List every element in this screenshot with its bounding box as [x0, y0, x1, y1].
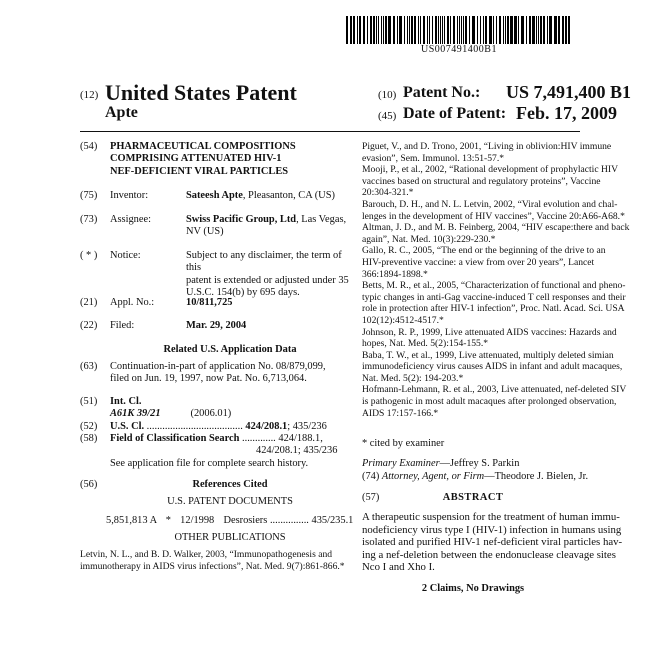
assignee-label: Assignee: [110, 214, 151, 225]
barcode-bar [549, 16, 552, 44]
barcode-bar [418, 16, 419, 44]
intcl-label: Int. Cl. [110, 396, 142, 407]
filed-section [80, 320, 350, 334]
abstract-line-1: A therapeutic suspension for the treatment of human immu- [362, 511, 620, 523]
assignee-place-2: NV (US) [186, 226, 224, 238]
us-doc-star: * [165, 515, 171, 526]
other-pub-line-1: Letvin, N. L., and B. D. Walker, 2003, “Immunopathogenesis and [80, 549, 333, 560]
barcode-bar [432, 16, 433, 44]
header-rule [80, 131, 580, 132]
filed-value: Mar. 29, 2004 [186, 320, 247, 331]
barcode-bar [440, 16, 441, 44]
examiner-label: Primary Examiner [362, 458, 440, 469]
filed-label: Filed: [110, 320, 135, 331]
barcode-bar [370, 16, 372, 44]
barcode-bar [485, 16, 487, 44]
patent-no-label: Patent No.: [403, 84, 481, 101]
barcode-bar [359, 16, 361, 44]
reference-line: 366:1894-1898.* [362, 268, 428, 280]
abstract-body [362, 511, 623, 574]
code-12: (12) [80, 89, 99, 101]
abstract-heading: ABSTRACT [442, 492, 504, 503]
reference-line: Mooji, P., et al., 2002, “Rational development of prophylactic HIV [362, 164, 619, 176]
notice-line-3: U.S.C. 154(b) by 695 days. [186, 287, 300, 299]
intcl-year: (2006.01) [190, 408, 232, 420]
barcode-bar [411, 16, 413, 44]
abstract-line-4: ing a nef-deletion between the endonuclease cleavage sites [362, 548, 616, 561]
barcode-bar [346, 16, 348, 44]
appl-section [80, 297, 350, 311]
title-section [80, 141, 350, 181]
barcode-bar [404, 16, 405, 44]
continuation-section [80, 361, 350, 387]
barcode-bar [357, 16, 358, 44]
barcode-bar [385, 16, 387, 44]
barcode-bar [538, 16, 539, 44]
title-line-3: NEF-DEFICIENT VIRAL PARTICLES [110, 165, 289, 177]
barcode-bar [409, 16, 410, 44]
inventor-place: , Pleasanton, CA (US) [242, 190, 335, 201]
claims-summary: 2 Claims, No Drawings [421, 583, 525, 594]
barcode-bar [423, 16, 425, 44]
us-doc-class: 435/235.1 [311, 515, 354, 526]
barcode-bar [518, 16, 519, 44]
barcode-bar [397, 16, 398, 44]
refs-heading: References Cited [192, 479, 268, 490]
intcl-section [80, 396, 350, 422]
field-search-line-2: 424/208.1; 435/236 [256, 445, 338, 457]
reference-line: Baba, T. W., et al., 1999, Live attenuated, multiply deleted simian [362, 349, 614, 361]
barcode-bar [558, 16, 560, 44]
barcode-bar [532, 16, 535, 44]
examiner-name: —Jeffrey S. Parkin [439, 458, 520, 469]
appl-value: 10/811,725 [186, 297, 233, 308]
barcode-bar [363, 16, 365, 44]
us-doc-date: 12/1998 [180, 515, 215, 526]
patent-no-value: US 7,491,400 B1 [506, 82, 632, 102]
barcode-bar [459, 16, 460, 44]
reference-line: lenges in the development of HIV vaccines”, Vaccine 20:A66-A68.* [362, 210, 625, 222]
notice-line-1: Subject to any disclaimer, the term of this [186, 250, 342, 274]
barcode-bar [540, 16, 542, 44]
abstract-line-2: nodeficiency virus type I (HIV-1) infection in humans using [362, 523, 622, 536]
reference-line: Barouch, D. H., and N. L. Letvin, 2002, “Viral evolution and chal- [362, 198, 618, 210]
assignee-section [80, 214, 350, 240]
intcl-class: A61K 39/21 [110, 408, 161, 420]
uscl-rest: ; 435/236 [287, 421, 327, 432]
barcode-bar [529, 16, 531, 44]
barcode-bar [376, 16, 377, 44]
date-label: Date of Patent: [403, 105, 507, 122]
related-heading: Related U.S. Application Data [163, 344, 297, 355]
barcode-bar [543, 16, 545, 44]
barcode-bar [407, 16, 408, 44]
reference-line: vaccines based on structural and regulatory proteins”, Vaccine [362, 175, 601, 187]
barcode-bar [499, 16, 501, 44]
barcode-bar [493, 16, 494, 44]
intcl-code: (51) [80, 396, 98, 407]
barcode-bar [507, 16, 509, 44]
inventor-label: Inventor: [110, 190, 149, 201]
us-docs-heading: U.S. PATENT DOCUMENTS [167, 496, 293, 507]
barcode-bar [429, 16, 430, 44]
other-pub-line-2: immunotherapy in AIDS virus infections”, Nat. Med. 9(7):861-866.* [80, 561, 345, 573]
inventor-code: (75) [80, 190, 98, 201]
barcode-bar [457, 16, 458, 44]
barcode-bar [477, 16, 478, 44]
inventor-section [80, 190, 350, 204]
title-line-2: COMPRISING ATTENUATED HIV-1 [110, 153, 282, 165]
reference-line: 102(12):4512-4517.* [362, 314, 444, 326]
assignee-place-1: , Las Vegas, [296, 214, 347, 225]
notice-section [80, 250, 350, 299]
reference-line: Piguet, V., and D. Trono, 2001, “Living in oblivion:HIV immune [362, 141, 612, 152]
reference-line: Johnson, R. P., 1999, Live attenuated AIDS vaccines: Hazards and [362, 326, 617, 338]
reference-line: AIDS 17:157-166.* [362, 407, 439, 419]
reference-line: HIV-preventive vaccine: a view from over 20 years”, Lancet [362, 256, 595, 268]
barcode-bar [393, 16, 395, 44]
barcode [346, 16, 572, 44]
barcode-bar [483, 16, 484, 44]
barcode-bar [399, 16, 402, 44]
barcode-bar [373, 16, 375, 44]
code-45: (45) [378, 110, 397, 122]
barcode-bar [442, 16, 443, 44]
inventor-short: Apte [105, 104, 138, 121]
appl-code: (21) [80, 297, 98, 308]
cited-by-examiner: * cited by examiner [362, 438, 445, 449]
barcode-bar [472, 16, 475, 44]
reference-line: 20:304-321.* [362, 187, 414, 199]
examiner-line [362, 458, 519, 470]
barcode-bar [496, 16, 497, 44]
reference-line: Nat. Med. 5(2): 194-203.* [362, 372, 464, 384]
barcode-bar [378, 16, 379, 44]
uscl-dots: ..................................... [144, 421, 246, 432]
reference-line: is pathogenic in most adult macaques after prolonged observation, [362, 396, 617, 408]
reference-line: role in protection after HIV-1 infection”, Proc. Natl. Acad. Sci. USA [362, 303, 625, 315]
code-10: (10) [378, 89, 397, 101]
barcode-bar [435, 16, 437, 44]
barcode-bar [463, 16, 464, 44]
barcode-bar [427, 16, 428, 44]
reference-line: typic changes in anti-Gag vaccine-induced T cell responses and their [362, 291, 626, 303]
reference-line: immunodeficiency virus causes AIDS in infant and adult macaques, [362, 361, 623, 373]
field-search-dots: ............. [239, 433, 279, 444]
barcode-bar [453, 16, 455, 44]
uscl-code: (52) [80, 421, 98, 432]
barcode-bar [510, 16, 513, 44]
barcode-bar [388, 16, 391, 44]
barcode-bar [414, 16, 416, 44]
uscl-label: U.S. Cl. [110, 421, 145, 432]
attorney-name: —Theodore J. Bielen, Jr. [484, 471, 589, 482]
barcode-bar [461, 16, 462, 44]
continuation-line-2: filed on Jun. 19, 1997, now Pat. No. 6,713,064. [110, 373, 307, 385]
continuation-code: (63) [80, 361, 98, 372]
us-doc-number: 5,851,813 A [106, 515, 157, 526]
barcode-bar [503, 16, 504, 44]
right-references [362, 141, 630, 419]
barcode-bar [554, 16, 557, 44]
notice-code: ( * ) [80, 250, 98, 261]
field-search-label: Field of Classification Search [110, 433, 240, 444]
us-doc-row [106, 515, 354, 529]
document-type: United States Patent [105, 80, 297, 105]
barcode-bar [450, 16, 451, 44]
barcode-bar [480, 16, 481, 44]
barcode-bar [469, 16, 470, 44]
field-search-code: (58) [80, 433, 98, 444]
field-search-line-1: 424/188.1, [278, 433, 323, 444]
refs-code: (56) [80, 479, 98, 490]
uscl-main: 424/208.1 [245, 421, 288, 432]
barcode-bar [383, 16, 384, 44]
notice-line-2: patent is extended or adjusted under 35 [186, 274, 349, 286]
barcode-bar [447, 16, 449, 44]
continuation-line-1: Continuation-in-part of application No. 08/879,099, [110, 361, 326, 372]
barcode-bar [536, 16, 537, 44]
reference-line: evasion”, Sem. Immunol. 13:51-57.* [362, 152, 505, 164]
appl-label: Appl. No.: [110, 297, 155, 308]
other-pubs-list [80, 549, 348, 574]
assignee-name: Swiss Pacific Group, Ltd [186, 214, 297, 225]
reference-line: Gallo, R. C., 2005, “The end or the beginning of the drive to an [362, 245, 606, 257]
assignee-code: (73) [80, 214, 98, 225]
barcode-bar [526, 16, 527, 44]
barcode-bar [420, 16, 421, 44]
attorney-code: (74) [362, 471, 380, 482]
barcode-bar [367, 16, 368, 44]
attorney-line [362, 471, 588, 483]
barcode-bar [438, 16, 439, 44]
title-line-1: PHARMACEUTICAL COMPOSITIONS [110, 141, 296, 152]
barcode-bar [521, 16, 524, 44]
barcode-bar [562, 16, 564, 44]
other-pubs-heading: OTHER PUBLICATIONS [174, 532, 286, 543]
notice-label: Notice: [110, 250, 141, 261]
us-doc-name: Desrosiers [223, 515, 268, 526]
title-code: (54) [80, 141, 98, 152]
barcode-bar [568, 16, 570, 44]
barcode-bar [350, 16, 352, 44]
abstract-line-5: Nco I and Xho I. [362, 561, 435, 574]
barcode-bar [489, 16, 492, 44]
barcode-bar [444, 16, 445, 44]
filed-code: (22) [80, 320, 98, 331]
reference-line: Betts, M. R., et al., 2005, “Characterization of functional and pheno- [362, 280, 626, 292]
date-value: Feb. 17, 2009 [516, 103, 617, 123]
reference-line: hopes, Nat. Med. 5(2):154-155.* [362, 338, 489, 350]
barcode-bar [565, 16, 567, 44]
barcode-bar [547, 16, 548, 44]
field-search-section [80, 433, 350, 473]
barcode-bar [353, 16, 355, 44]
field-search-note: See application file for complete search history. [110, 457, 309, 469]
barcode-bar [381, 16, 382, 44]
barcode-bar [514, 16, 517, 44]
abstract-line-3: isolated and purified HIV-1 nef-deficient viral particles hav- [362, 536, 623, 549]
reference-line: Altman, J. D., and M. B. Feinberg, 2004, “HIV escape:there and back [362, 222, 630, 234]
barcode-bar [505, 16, 506, 44]
attorney-label: Attorney, Agent, or Firm [381, 471, 485, 482]
reference-line: again”, Nat. Med. 10(3):229-230.* [362, 233, 496, 245]
barcode-bar [465, 16, 467, 44]
reference-line: Hofmann-Lehmann, R. et al., 2003, Live attenuated, nef-deleted SIV [362, 384, 627, 396]
us-doc-dots: ............... [269, 515, 309, 526]
abstract-code: (57) [362, 492, 380, 503]
inventor-name: Sateesh Apte [186, 190, 243, 201]
barcode-number: US007491400B1 [421, 44, 497, 55]
